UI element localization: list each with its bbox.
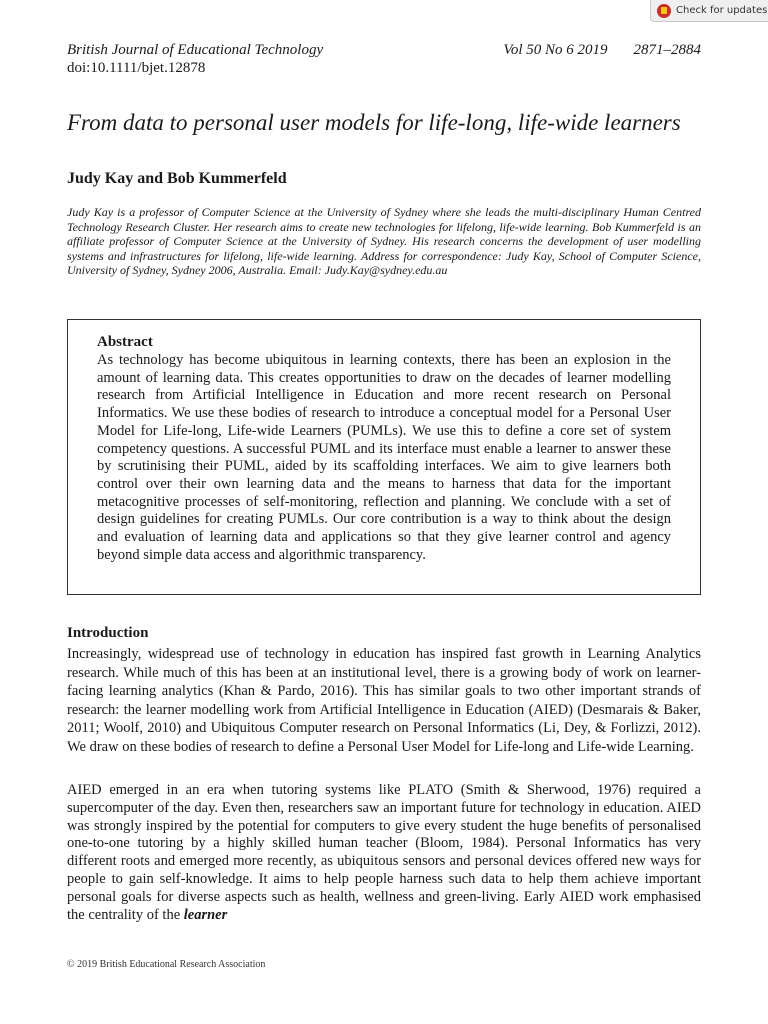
emphasis-word: learner	[183, 906, 228, 923]
introduction-heading: Introduction	[67, 625, 149, 641]
journal-issue-info	[503, 42, 701, 59]
check-for-updates-label: Check for updates	[676, 5, 768, 16]
copyright-footer: © 2019 British Educational Research Association	[67, 959, 266, 970]
introduction-paragraph-2	[67, 782, 701, 924]
author-bio: Judy Kay is a professor of Computer Science at the University of Sydney where she leads the multi-disciplinary Human Centred Technology Research Cluster. Her research aims to create new technologies for lifelong, life-wide learning. Bob Kummerfeld is an affiliate professor of Computer Science at the University of Sydney. His research concerns the development of user modelling systems and infrastructures for lifelong, life-wide learning. Address for correspondence: Judy Kay, School of Computer Science, University of Sydney, Sydney 2006, Australia. Email: Judy.Kay@sydney.edu.au	[67, 205, 701, 278]
introduction-paragraph: Increasingly, widespread use of technology in education has inspired fast growth in Learning Analytics research. While much of this has been at an institutional level, there is a growing body of work on learner-facing learning analytics (Khan & Pardo, 2016). This has similar goals to two other important strands of research: the learner modelling work from Artificial Intelligence in Education (AIED) (Desmarais & Baker, 2011; Woolf, 2010) and Ubiquitous Computer research on Personal Informatics (Li, Dey, & Forlizzi, 2012). We draw on these bodies of research to define a Personal User Model for Life-long and Life-wide Learning.	[67, 646, 701, 755]
paragraph-text: AIED emerged in an era when tutoring systems like PLATO (Smith & Sherwood, 1976) required a supercomputer of the day. Even then, researchers saw an important future for technology in education. AIED was strongly inspired by the potential for computers to give every student the huge benefits of personalised one-to-one tutoring by a highly skilled human teacher (Bloom, 1984). Personal Informatics has very different roots and emerged more recently, as ubiquitous sensors and personal devices offered new ways for people to gain self-knowledge. It aims to help people harness such data to help them achieve important personal goals for diverse aspects such as health, wellness and green-living. Early AIED work emphasised the centrality of the	[67, 782, 701, 923]
journal-name: British Journal of Educational Technology	[67, 42, 324, 58]
abstract-text: As technology has become ubiquitous in learning contexts, there has been an explosion in the amount of learning data. This creates opportunities to draw on the decades of learner modelling research from Artificial Intelligence in Education and more recent research on Personal Informatics. We use these bodies of research to introduce a conceptual model for a Personal User Model for Life-long, Life-wide Learners (PUMLs). We use this to define a core set of system competency questions. A successful PUML and its interface must enable a learner to answer these by scrutinising their PUML, aided by its scaffolding interfaces. We aim to give learners both control over their own learning data and the means to harness that data for the important metacognitive processes of self-monitoring, reflection and planning. We conclude with a set of design guidelines for creating PUMLs. Our core contribution is a way to think about the design and evaluation of learning data and applications so that they give learner control and agency beyond simple data access and algorithmic transparency.	[97, 352, 671, 563]
journal-pages: 2871–2884	[633, 42, 701, 58]
article-authors: Judy Kay and Bob Kummerfeld	[67, 170, 287, 187]
journal-header	[67, 42, 701, 59]
journal-volume: Vol 50 No 6 2019	[503, 42, 608, 58]
abstract-heading: Abstract	[97, 334, 153, 350]
doi: doi:10.1111/bjet.12878	[67, 60, 206, 76]
article-title: From data to personal user models for life-long, life-wide learners	[67, 110, 681, 135]
crossmark-icon	[657, 4, 671, 18]
abstract-box	[67, 319, 701, 595]
check-for-updates-button[interactable]	[650, 0, 768, 22]
